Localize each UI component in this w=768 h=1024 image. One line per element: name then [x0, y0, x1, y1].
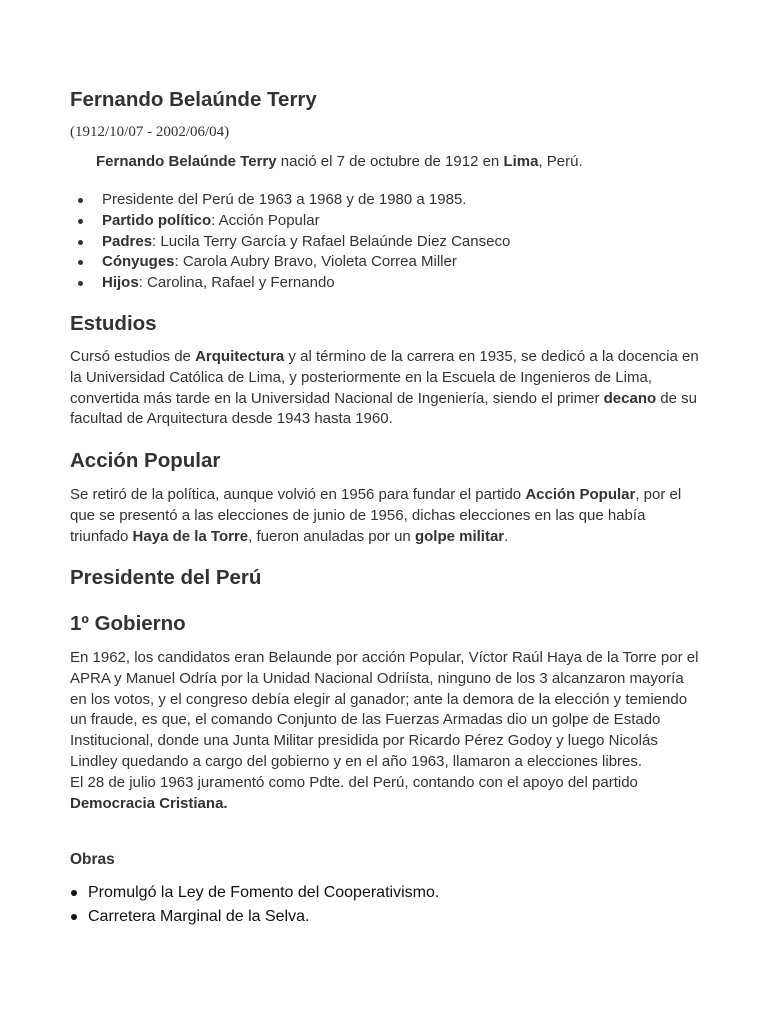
section-heading-gobierno: 1º Gobierno [70, 612, 186, 635]
gobierno-bold: Democracia Cristiana. [70, 794, 228, 812]
fact-label: Hijos [102, 274, 139, 292]
fact-value: Presidente del Perú de 1963 a 1968 y de 1980 a 1985. [102, 191, 467, 208]
intro-text-1: nació el 7 de octubre de 1912 en [276, 153, 504, 170]
page-title: Fernando Belaúnde Terry [70, 88, 317, 111]
section-heading-presidente: Presidente del Perú [70, 566, 262, 589]
accion-text: Se retiró de la política, aunque volvió en 1956 para fundar el partido [70, 486, 526, 503]
accion-bold: golpe militar [414, 527, 505, 545]
fact-label: Cónyuges [102, 253, 175, 271]
obras-item: Carretera Marginal de la Selva. [70, 905, 439, 929]
obras-list [70, 881, 439, 928]
fact-value: : Lucila Terry García y Rafael Belaúnde Diez Canseco [152, 232, 511, 250]
fact-item [70, 273, 510, 294]
life-dates: (1912/10/07 - 2002/06/04) [70, 124, 230, 140]
estudios-text: de su facultad de Arquitectura desde 1943 hasta 1960. [70, 389, 698, 428]
accion-text: , fueron anuladas por un [248, 527, 415, 545]
intro-place: Lima [503, 153, 539, 170]
fact-item [70, 232, 510, 253]
gobierno-paragraph [70, 648, 700, 814]
accion-paragraph [70, 485, 700, 547]
intro-text-2: , Perú. [538, 153, 583, 170]
fact-value: : Acción Popular [211, 211, 320, 229]
estudios-text: Cursó estudios de [70, 348, 196, 365]
fact-value: : Carolina, Rafael y Fernando [138, 274, 335, 292]
fact-item [70, 190, 510, 211]
fact-value: : Carola Aubry Bravo, Violeta Correa Miller [174, 253, 457, 271]
fact-label: Partido político [102, 211, 212, 229]
estudios-bold: Arquitectura [195, 348, 285, 365]
facts-list [70, 190, 510, 294]
gobierno-text: En 1962, los candidatos eran Belaunde por acción Popular, Víctor Raúl Haya de la Torre por el APRA y Manuel Odría por la Unidad Nacional Odriísta, ninguno de los 3 alcanzaron mayoría en los votos, y el congreso debía elegir al ganador; ante la demora de la elección y temiendo un fraude, es que, el comando Conjunto de las Fuerzas Armadas dio un golpe de Estado Institucional, donde una Junta Militar presidida por Ricardo Pérez Godoy y luego Nicolás Lindley quedando a cargo del gobierno y en el año 1963, llamaron a elecciones libres. [70, 649, 699, 770]
obras-heading: Obras [70, 851, 115, 868]
fact-item [70, 252, 510, 273]
fact-label: Padres [102, 232, 153, 250]
estudios-bold: decano [603, 389, 657, 407]
gobierno-text: El 28 de julio 1963 juramentó como Pdte. del Perú, contando con el apoyo del partido [70, 773, 638, 791]
fact-item [70, 211, 510, 232]
section-heading-estudios: Estudios [70, 312, 157, 335]
intro-paragraph [96, 153, 583, 170]
accion-bold: Acción Popular [525, 486, 636, 503]
section-heading-accion-popular: Acción Popular [70, 449, 221, 472]
accion-text: . [504, 527, 509, 545]
accion-bold: Haya de la Torre [132, 527, 249, 545]
obras-item: Promulgó la Ley de Fomento del Cooperativismo. [70, 881, 439, 905]
estudios-text: y al término de la carrera en 1935, se dedicó a la docencia en la Universidad Católica de Lima, y posteriormente en la Escuela de Ingenieros de Lima, convertida más tarde en la Universidad Nacional de Ingeniería, siendo el primer [70, 348, 699, 407]
intro-name: Fernando Belaúnde Terry [96, 153, 277, 170]
accion-text: , por el que se presentó a las elecciones de junio de 1956, dichas elecciones en las que había triunfado [70, 486, 682, 545]
estudios-paragraph [70, 347, 700, 430]
